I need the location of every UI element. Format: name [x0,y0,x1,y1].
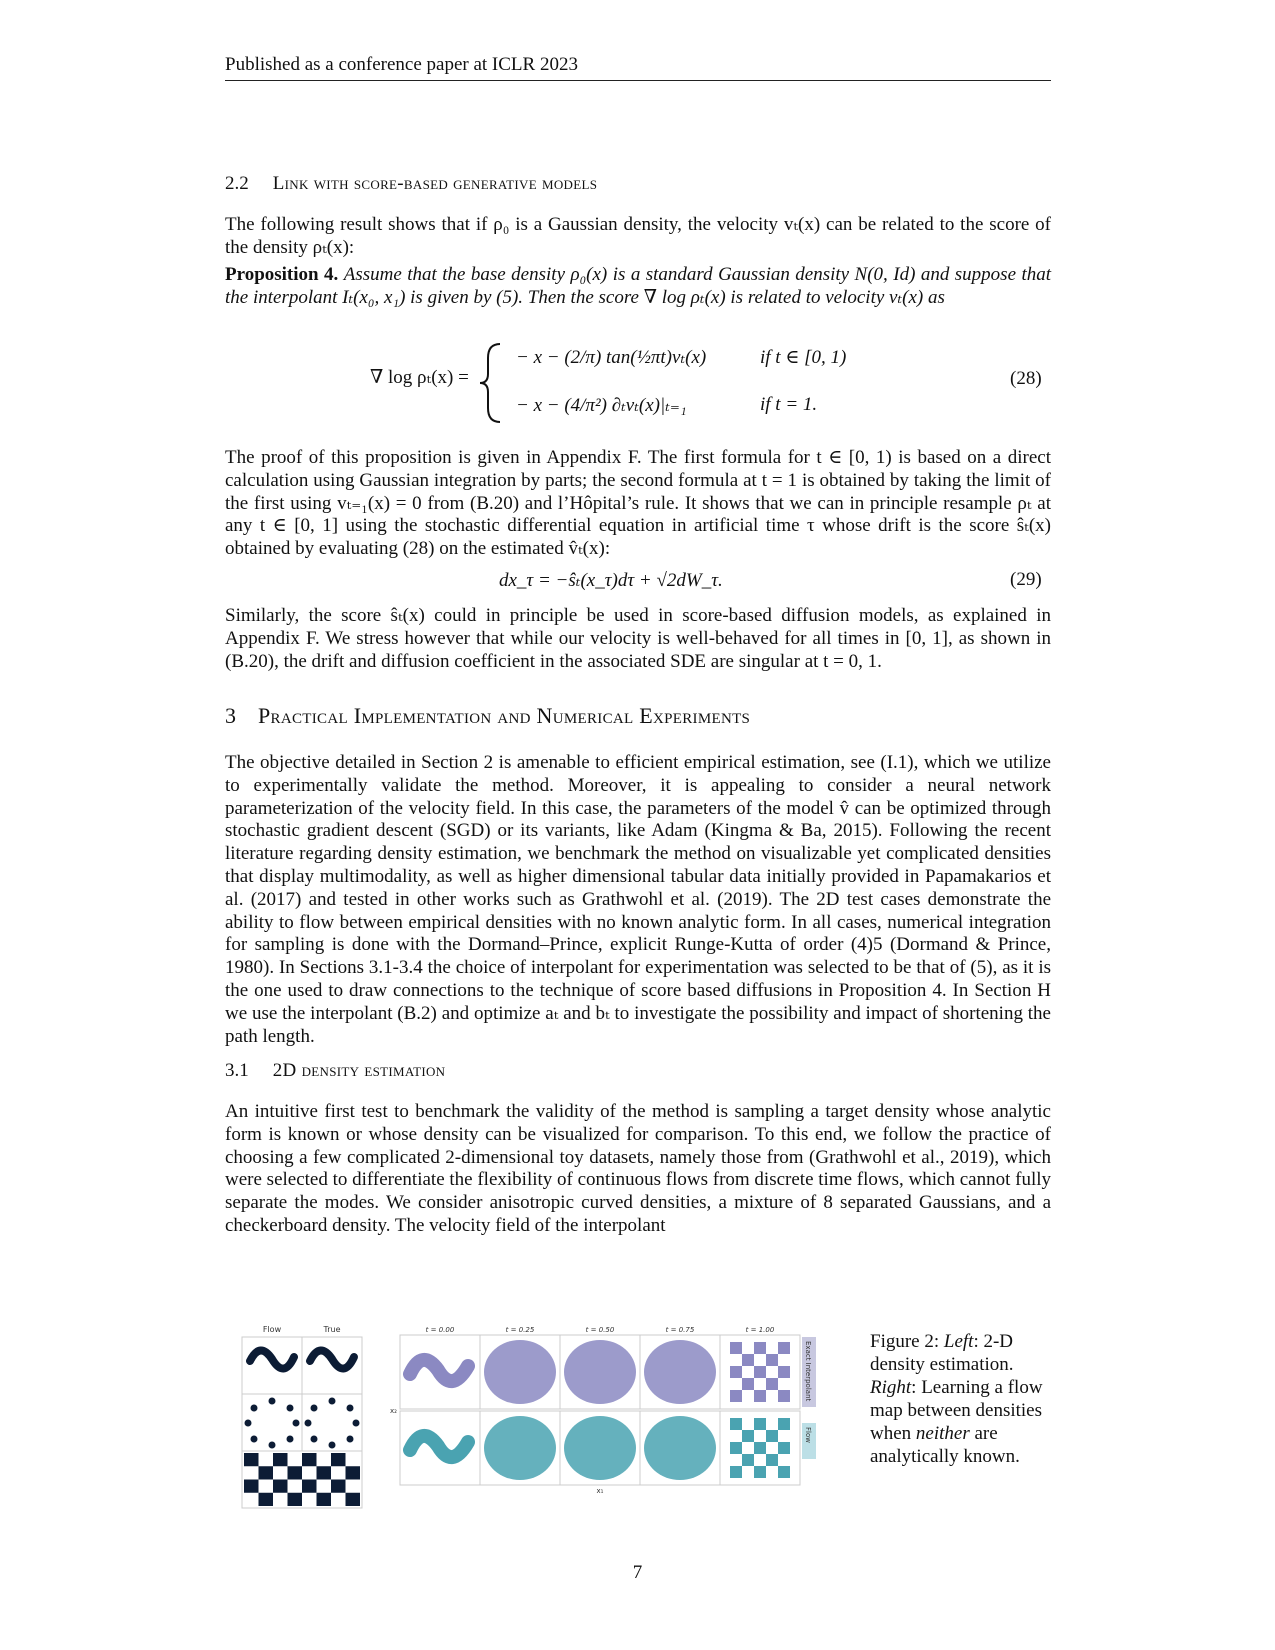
checker-square [288,1466,303,1479]
density-checker-square [766,1454,778,1466]
density-checker-square [754,1418,766,1430]
density-checker-square [730,1366,742,1378]
section-number: 3.1 [225,1060,249,1081]
caption-right-label: Right [870,1377,912,1398]
proposition-text: Assume that the base density ρ₀(x) is a standard Gaussian density N(0, Id) and suppose that the interpolant Iₜ(x₀, x₁) is given by (5). Then the score ∇ log ρₜ(x) is related to velocity vₜ(x) as [225,264,1052,308]
col-label-time: t = 0.00 [425,1326,455,1334]
proposition-label: Proposition 4. [225,264,339,285]
density-checker-square [766,1430,778,1442]
density-checker-square [778,1342,790,1354]
density-checker-square [742,1430,754,1442]
figure-2-right [388,1323,828,1493]
section-heading-2-2 [225,173,597,195]
density-blob [644,1340,716,1404]
density-checker-square [754,1366,766,1378]
density-checker-square [730,1390,742,1402]
equation-29-number: (29) [1010,569,1042,590]
col-label-flow: Flow [262,1325,282,1334]
density-checker-square [742,1378,754,1390]
checker-square [302,1453,317,1466]
checker-square [317,1466,332,1479]
section-title: Practical Implementation and Numerical Experiments [258,703,751,728]
equation-29: dx_τ = −ŝₜ(x_τ)dτ + √2dW_τ. [499,570,723,591]
density-checker-square [730,1342,742,1354]
density-checker-square [778,1390,790,1402]
col-label-time: t = 0.50 [585,1326,615,1334]
checker-square [244,1453,259,1466]
checker-square [273,1453,288,1466]
proposition-4 [225,264,1051,310]
col-label-time: t = 0.75 [665,1326,695,1334]
checker-square [244,1480,259,1493]
y-axis-label: x₂ [390,1407,397,1415]
caption-left-text: : 2-D density estimation. [870,1331,1014,1375]
paragraph-objective: The objective detailed in Section 2 is amenable to efficient empirical estimation, see (I.1), which we utilize to experimentally validate the method. Moreover, it is appealing to consider a neural network parameterization of the velocity field. In this case, the parameters of the model v̂ can be optimized through stochastic gradient descent (SGD) or its variants, like Adam (Kingma & Ba, 2015). Following the recent literature regarding density estimation, we benchmark the method on visualizable yet complicated densities that display multimodality, as well as higher dimensional tabular data initially provided in Papamakarios et al. (2017) and tested in other works such as Grathwohl et al. (2019). The 2D test cases demonstrate the ability to flow between empirical densities with no known analytic form. In all cases, numerical integration for sampling is done with the Dormand–Prince, explicit Runge-Kutta of order (4)5 (Dormand & Prince, 1980). In Sections 3.1-3.4 the choice of interpolant for experimentation was selected to be that of (5), as it is the one used to draw connections to the technique of score based diffusions in Proposition 4. In Section H we use the interpolant (B.2) and optimize aₜ and bₜ to investigate the possibility and impact of shortening the path length. [225,752,1051,1047]
x-axis-label: x₁ [596,1487,604,1493]
left-brace [476,340,506,426]
density-blob [564,1340,636,1404]
checker-square [331,1480,346,1493]
density-checker-square [766,1354,778,1366]
section-title: 2D density estimation [272,1060,446,1081]
col-label-time: t = 1.00 [745,1326,775,1334]
density-checker-square [778,1418,790,1430]
paragraph-similarly: Similarly, the score ŝₜ(x) could in principle be used in score-based diffusion models, as explained in Appendix F. We stress however that while our velocity is well-behaved for all times in [0, 1], as shown in (B.20), the drift and diffusion coefficient in the associated SDE are singular at t = 0, 1. [225,605,1051,672]
checker-square [259,1466,274,1479]
section-heading-3 [225,703,750,729]
density-checker-square [730,1442,742,1454]
checker-square [346,1493,361,1506]
equation-28-lhs: ∇ log ρₜ(x) = [370,367,469,388]
caption-prefix: Figure 2: [870,1331,940,1352]
section-number: 2.2 [225,173,249,194]
equation-28-cond1: if t ∈ [0, 1) [760,347,847,368]
checker-square [288,1493,303,1506]
paragraph-2d-test: An intuitive first test to benchmark the validity of the method is sampling a target density whose analytic form is known or whose density can be visualized for comparison. To this end, we follow the practice of choosing a few complicated 2-dimensional toy datasets, namely those from (Grathwohl et al., 2019), which were selected to differentiate the flexibility of continuous flows from discrete time flows, which cannot fully separate the modes. We consider anisotropic curved densities, a mixture of 8 separated Gaussians, and a checkerboard density. The velocity field of the interpolant [225,1101,1051,1236]
checker-square [317,1493,332,1506]
density-checker-square [766,1378,778,1390]
paragraph-proof: The proof of this proposition is given in Appendix F. The first formula for t ∈ [0, 1) is based on a direct calculation using Gaussian integration by parts; the second formula at t = 1 is obtained by taking the limit of the first using vₜ₌₁(x) = 0 from (B.20) and l’Hôpital’s rule. It shows that we can in principle resample ρₜ at any t ∈ [0, 1] using the stochastic differential equation in artificial time τ whose drift is the score ŝₜ(x) obtained by evaluating (28) on the estimated v̂ₜ(x): [225,447,1051,560]
density-checker-square [742,1454,754,1466]
paragraph-intro: The following result shows that if ρ₀ is a Gaussian density, the velocity vₜ(x) can be related to the score of the density ρₜ(x): [225,214,1051,258]
checker-square [273,1480,288,1493]
caption-end: are analytically known. [870,1423,1020,1467]
row-label-interpolant: Exact Interpolant [804,1341,812,1402]
equation-28-case1: − x − (2/π) tan(½πt)vₜ(x) [516,347,707,368]
density-checker-square [778,1466,790,1478]
page-number: 7 [632,1562,643,1583]
caption-left-label: Left [943,1331,974,1352]
checker-square [331,1453,346,1466]
section-title: Link with score-based generative models [272,173,598,194]
density-checker-square [730,1466,742,1478]
density-checker-square [778,1366,790,1378]
running-head: Published as a conference paper at ICLR 2023 [225,54,1051,81]
checker-square [302,1480,317,1493]
figure-2-left [240,1323,368,1511]
equation-28-number: (28) [1010,368,1042,389]
density-checker-square [730,1418,742,1430]
col-label-time: t = 0.25 [505,1326,535,1334]
density-checker-square [754,1390,766,1402]
caption-neither: neither [915,1423,970,1444]
density-blob [484,1416,556,1480]
checker-square [259,1493,274,1506]
density-blob [644,1416,716,1480]
density-blob [484,1340,556,1404]
section-heading-3-1 [225,1060,445,1082]
density-blob [564,1416,636,1480]
row-label-flow: Flow [804,1427,812,1443]
section-number: 3 [225,703,236,728]
col-label-true: True [323,1325,341,1334]
density-checker-square [754,1342,766,1354]
checker-square [346,1466,361,1479]
figure-caption [870,1330,1055,1468]
density-checker-square [742,1354,754,1366]
equation-28-case2: − x − (4/π²) ∂ₜvₜ(x)|ₜ₌₁ [516,395,687,416]
density-checker-square [754,1442,766,1454]
density-checker-square [778,1442,790,1454]
caption-right-text: : Learning a flow map between densities when [870,1377,1043,1444]
equation-28-cond2: if t = 1. [760,394,818,415]
density-checker-square [754,1466,766,1478]
